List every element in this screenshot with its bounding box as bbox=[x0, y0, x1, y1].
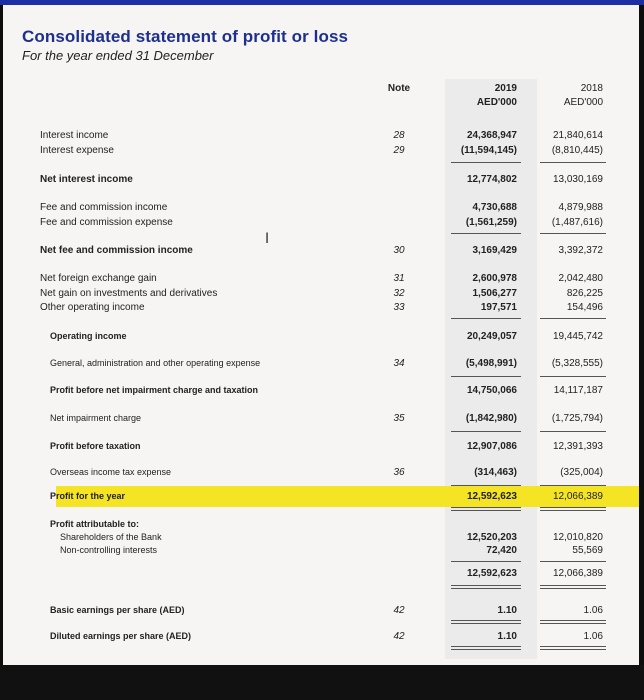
row-value-2018: (1,725,794) bbox=[551, 413, 603, 424]
row-value-2018: 19,445,742 bbox=[552, 331, 603, 342]
statement-subtitle: For the year ended 31 December bbox=[22, 48, 214, 63]
row-label: Shareholders of the Bank bbox=[60, 532, 162, 542]
row-value-2018: (325,004) bbox=[560, 467, 603, 478]
row-value-2019: 14,750,066 bbox=[466, 385, 517, 396]
row-value-2019: 3,169,429 bbox=[472, 245, 517, 256]
row-note: 33 bbox=[393, 302, 405, 313]
row-note: 42 bbox=[393, 605, 405, 616]
total-double-rule bbox=[451, 510, 521, 511]
subtotal-rule bbox=[540, 376, 606, 377]
row-label: Basic earnings per share (AED) bbox=[50, 605, 185, 615]
row-note: 31 bbox=[393, 273, 405, 284]
row-value-2019: 24,368,947 bbox=[466, 130, 517, 141]
statement-title: Consolidated statement of profit or loss bbox=[22, 27, 349, 46]
row-value-2018: 1.06 bbox=[583, 605, 603, 616]
subtotal-rule bbox=[540, 233, 606, 234]
row-value-2019: 4,730,688 bbox=[472, 202, 517, 213]
row-note: 29 bbox=[393, 145, 405, 156]
row-label: Overseas income tax expense bbox=[50, 467, 172, 477]
row-label: Interest expense bbox=[40, 145, 114, 156]
year-2019-unit: AED'000 bbox=[476, 97, 517, 108]
row-value-2018: 14,117,187 bbox=[553, 385, 603, 396]
subtotal-rule bbox=[540, 162, 606, 163]
row-value-2018: 1.06 bbox=[583, 631, 603, 642]
row-value-2018: 826,225 bbox=[566, 288, 603, 299]
row-value-2018: (8,810,445) bbox=[551, 145, 603, 156]
subtotal-rule bbox=[540, 485, 606, 486]
row-note: 30 bbox=[393, 245, 405, 256]
subtotal-rule bbox=[540, 318, 606, 319]
row-value-2018: 13,030,169 bbox=[552, 174, 603, 185]
row-value-2018: 55,569 bbox=[572, 545, 603, 556]
year-2018-unit: AED'000 bbox=[563, 97, 603, 108]
total-double-rule bbox=[540, 649, 606, 650]
row-value-2019: 1,506,277 bbox=[472, 288, 517, 299]
total-double-rule bbox=[451, 620, 521, 621]
row-value-2019: 72,420 bbox=[486, 545, 517, 556]
total-double-rule bbox=[451, 623, 521, 624]
row-label: Non-controlling interests bbox=[60, 545, 158, 555]
row-value-2018: 3,392,372 bbox=[558, 245, 603, 256]
row-label: Net impairment charge bbox=[50, 413, 142, 423]
row-note: 35 bbox=[393, 413, 405, 424]
subtotal-rule bbox=[451, 485, 521, 486]
row-value-2019: (1,561,259) bbox=[465, 217, 517, 228]
row-label: Interest income bbox=[40, 130, 109, 141]
row-label: Profit before net impairment charge and taxation bbox=[50, 385, 259, 395]
row-value-2019: 1.10 bbox=[497, 605, 517, 616]
row-value-2019: 12,907,086 bbox=[466, 441, 517, 452]
total-double-rule bbox=[540, 588, 606, 589]
row-label: Net fee and commission income bbox=[40, 245, 193, 256]
row-note: 36 bbox=[393, 467, 405, 478]
row-note: 34 bbox=[393, 358, 405, 369]
row-value-2019: 12,592,623 bbox=[466, 491, 517, 502]
row-label: Fee and commission expense bbox=[40, 217, 173, 228]
total-double-rule bbox=[451, 646, 521, 647]
total-double-rule bbox=[540, 585, 606, 586]
total-double-rule bbox=[540, 623, 606, 624]
row-label: Other operating income bbox=[40, 302, 145, 313]
row-value-2019: (11,594,145) bbox=[460, 145, 517, 156]
subtotal-rule bbox=[451, 162, 521, 163]
subtotal-rule bbox=[451, 431, 521, 432]
row-value-2019: (314,463) bbox=[474, 467, 517, 478]
row-value-2019: (5,498,991) bbox=[465, 358, 517, 369]
total-double-rule bbox=[451, 588, 521, 589]
row-value-2018: 12,391,393 bbox=[552, 441, 603, 452]
row-value-2019: 1.10 bbox=[497, 631, 517, 642]
row-label: Diluted earnings per share (AED) bbox=[50, 631, 192, 641]
row-label: Net gain on investments and derivatives bbox=[40, 288, 218, 299]
row-value-2018: 154,496 bbox=[566, 302, 603, 313]
row-value-2019: 20,249,057 bbox=[466, 331, 517, 342]
row-value-2019: (1,842,980) bbox=[465, 413, 517, 424]
row-note: 32 bbox=[393, 288, 405, 299]
total-double-rule bbox=[540, 510, 606, 511]
subtotal-rule bbox=[451, 233, 521, 234]
attribution-total-2018: 12,066,389 bbox=[552, 568, 603, 579]
subtotal-rule bbox=[451, 318, 521, 319]
subtotal-rule bbox=[540, 561, 606, 562]
note-column-header: Note bbox=[387, 83, 411, 94]
row-value-2018: (1,487,616) bbox=[551, 217, 603, 228]
row-label: Net interest income bbox=[40, 174, 133, 185]
row-value-2018: 12,066,389 bbox=[552, 491, 603, 502]
year-2019-header: 2019 bbox=[494, 83, 517, 94]
total-double-rule bbox=[451, 585, 521, 586]
row-value-2019: 197,571 bbox=[480, 302, 517, 313]
text-cursor-icon: I bbox=[265, 231, 270, 247]
statement-page bbox=[3, 5, 639, 665]
attribution-heading: Profit attributable to: bbox=[50, 519, 139, 529]
subtotal-rule bbox=[451, 561, 521, 562]
row-note: 42 bbox=[393, 631, 405, 642]
bottom-dark-band bbox=[0, 665, 644, 700]
row-value-2018: (5,328,555) bbox=[551, 358, 603, 369]
row-note: 28 bbox=[393, 130, 405, 141]
total-double-rule bbox=[540, 646, 606, 647]
total-double-rule bbox=[540, 620, 606, 621]
total-double-rule bbox=[451, 507, 521, 508]
row-label: Net foreign exchange gain bbox=[40, 273, 157, 284]
subtotal-rule bbox=[451, 376, 521, 377]
row-label: Fee and commission income bbox=[40, 202, 168, 213]
row-value-2018: 2,042,480 bbox=[558, 273, 603, 284]
total-double-rule bbox=[451, 649, 521, 650]
row-value-2018: 21,840,614 bbox=[552, 130, 603, 141]
row-label: General, administration and other operating expense bbox=[50, 358, 261, 368]
row-value-2019: 12,520,203 bbox=[466, 532, 517, 543]
subtotal-rule bbox=[540, 431, 606, 432]
row-label: Operating income bbox=[50, 331, 127, 341]
row-value-2019: 12,774,802 bbox=[466, 174, 517, 185]
row-value-2019: 2,600,978 bbox=[472, 273, 517, 284]
attribution-total-2019: 12,592,623 bbox=[466, 568, 517, 579]
row-label: Profit for the year bbox=[50, 491, 126, 501]
total-double-rule bbox=[540, 507, 606, 508]
row-label: Profit before taxation bbox=[50, 441, 141, 451]
year-2018-header: 2018 bbox=[580, 83, 603, 94]
row-value-2018: 12,010,820 bbox=[552, 532, 603, 543]
row-value-2018: 4,879,988 bbox=[558, 202, 603, 213]
